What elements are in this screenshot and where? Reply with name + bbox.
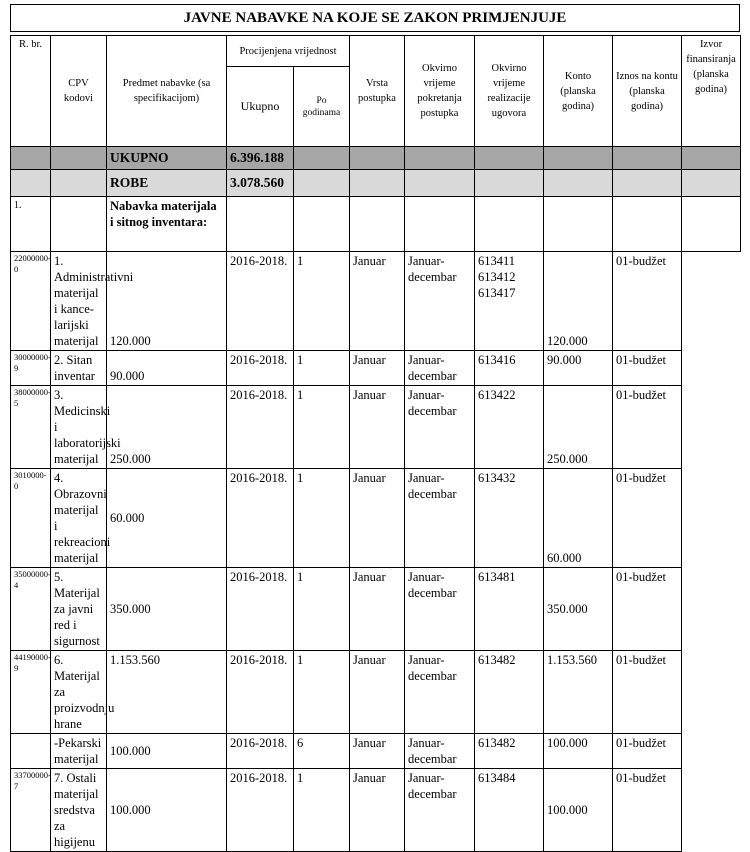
total-row: [11, 147, 741, 170]
cpv-code: [11, 734, 51, 769]
item-funding: 01-budžet: [613, 651, 682, 734]
item-procedure-type: 1: [294, 386, 350, 469]
total-value: 6.396.188: [227, 147, 294, 170]
header-iznos: Iznos na kontu (planska godina): [613, 36, 682, 147]
item-value: 90.000: [107, 351, 227, 386]
item-years: 2016-2018.: [227, 351, 294, 386]
item-funding: 01-budžet: [613, 469, 682, 568]
table-row: [11, 469, 741, 568]
document-title: JAVNE NABAVKE NA KOJE SE ZAKON PRIMJENJUJE: [10, 4, 740, 32]
item-start: Januar: [350, 651, 405, 734]
item-name: 4. Obrazovni materijal i rekreacioni materijal: [51, 469, 107, 568]
goods-label: ROBE: [107, 170, 227, 197]
item-amount: 350.000: [544, 568, 613, 651]
header-po-godinama: Po godinama: [294, 67, 350, 147]
item-start: Januar: [350, 252, 405, 351]
table-row: [11, 351, 741, 386]
item-years: 2016-2018.: [227, 769, 294, 852]
item-start: Januar: [350, 386, 405, 469]
item-account: 613482: [475, 651, 544, 734]
item-years: 2016-2018.: [227, 469, 294, 568]
header-izvor: Izvor finansiranja (planska godina): [682, 36, 741, 147]
header-procijenjena: Procijenjena vrijednost: [227, 36, 350, 67]
cpv-code: 35000000-4: [11, 568, 51, 651]
procurement-table: [10, 35, 741, 852]
cpv-code: 22000000-0: [11, 252, 51, 351]
table-row: [11, 252, 741, 351]
header-rbr: R. br.: [11, 36, 51, 147]
item-name: 3. Medicinski i laboratorijski materijal: [51, 386, 107, 469]
header-okvirno-realizacija: Okvirno vrijeme realizacije ugovora: [475, 36, 544, 147]
item-years: 2016-2018.: [227, 651, 294, 734]
item-value: 350.000: [107, 568, 227, 651]
item-years: 2016-2018.: [227, 252, 294, 351]
item-procedure-type: 1: [294, 769, 350, 852]
item-start: Januar: [350, 469, 405, 568]
item-procedure-type: 1: [294, 469, 350, 568]
item-realization: Januar-decembar: [405, 351, 475, 386]
cpv-code: 30000000-9: [11, 351, 51, 386]
item-amount: 60.000: [544, 469, 613, 568]
item-realization: Januar-decembar: [405, 568, 475, 651]
cpv-code: 38000000-5: [11, 386, 51, 469]
item-value: 120.000: [107, 252, 227, 351]
item-amount: 100.000: [544, 734, 613, 769]
item-value: 60.000: [107, 469, 227, 568]
item-funding: 01-budžet: [613, 568, 682, 651]
item-amount: 100.000: [544, 769, 613, 852]
table-row: [11, 769, 741, 852]
item-account: 613411 613412 613417: [475, 252, 544, 351]
item-funding: 01-budžet: [613, 769, 682, 852]
item-account: 613422: [475, 386, 544, 469]
item-start: Januar: [350, 351, 405, 386]
cpv-code: 3010000-0: [11, 469, 51, 568]
item-procedure-type: 1: [294, 252, 350, 351]
table-row: [11, 651, 741, 734]
table-row: [11, 386, 741, 469]
item-account: 613481: [475, 568, 544, 651]
header-okvirno-pokretanje: Okvirno vrijeme pokretanja postupka: [405, 36, 475, 147]
item-funding: 01-budžet: [613, 386, 682, 469]
item-realization: Januar-decembar: [405, 252, 475, 351]
item-account: 613482: [475, 734, 544, 769]
header-vrsta: Vrsta postupka: [350, 36, 405, 147]
item-name: 7. Ostali materijal sredstva za higijenu: [51, 769, 107, 852]
table-row: [11, 568, 741, 651]
item-start: Januar: [350, 568, 405, 651]
header-ukupno: Ukupno: [227, 67, 294, 147]
item-account: 613416: [475, 351, 544, 386]
goods-row: [11, 170, 741, 197]
table-row: [11, 734, 741, 769]
item-realization: Januar-decembar: [405, 386, 475, 469]
item-start: Januar: [350, 734, 405, 769]
item-years: 2016-2018.: [227, 568, 294, 651]
item-funding: 01-budžet: [613, 734, 682, 769]
item-years: 2016-2018.: [227, 386, 294, 469]
item-funding: 01-budžet: [613, 252, 682, 351]
item-name: 6. Materijal za proizvodnju hrane: [51, 651, 107, 734]
item-amount: 90.000: [544, 351, 613, 386]
item-procedure-type: 1: [294, 651, 350, 734]
item-amount: 1.153.560: [544, 651, 613, 734]
item-funding: 01-budžet: [613, 351, 682, 386]
item-value: 100.000: [107, 734, 227, 769]
section-index: 1.: [11, 197, 51, 252]
section-title: Nabavka materijala i sitnog inventara:: [107, 197, 227, 252]
item-realization: Januar-decembar: [405, 769, 475, 852]
item-value: 1.153.560: [107, 651, 227, 734]
item-procedure-type: 1: [294, 351, 350, 386]
item-amount: 120.000: [544, 252, 613, 351]
cpv-code: 44190000-9: [11, 651, 51, 734]
item-name: 1. Administrativni materijal i kance-larijski materijal: [51, 252, 107, 351]
goods-value: 3.078.560: [227, 170, 294, 197]
item-name: 5. Materijal za javni red i sigurnost: [51, 568, 107, 651]
header-konto: Konto (planska godina): [544, 36, 613, 147]
item-procedure-type: 6: [294, 734, 350, 769]
item-name: 2. Sitan inventar: [51, 351, 107, 386]
item-account: 613484: [475, 769, 544, 852]
item-realization: Januar-decembar: [405, 469, 475, 568]
item-name: -Pekarski materijal: [51, 734, 107, 769]
item-realization: Januar-decembar: [405, 734, 475, 769]
total-label: UKUPNO: [107, 147, 227, 170]
item-years: 2016-2018.: [227, 734, 294, 769]
item-amount: 250.000: [544, 386, 613, 469]
header-cpv: CPV kodovi: [51, 36, 107, 147]
item-procedure-type: 1: [294, 568, 350, 651]
section-row: [11, 197, 741, 252]
cpv-code: 33700000-7: [11, 769, 51, 852]
item-start: Januar: [350, 769, 405, 852]
header-predmet: Predmet nabavke (sa specifikacijom): [107, 36, 227, 147]
item-value: 100.000: [107, 769, 227, 852]
item-realization: Januar-decembar: [405, 651, 475, 734]
item-account: 613432: [475, 469, 544, 568]
item-value: 250.000: [107, 386, 227, 469]
